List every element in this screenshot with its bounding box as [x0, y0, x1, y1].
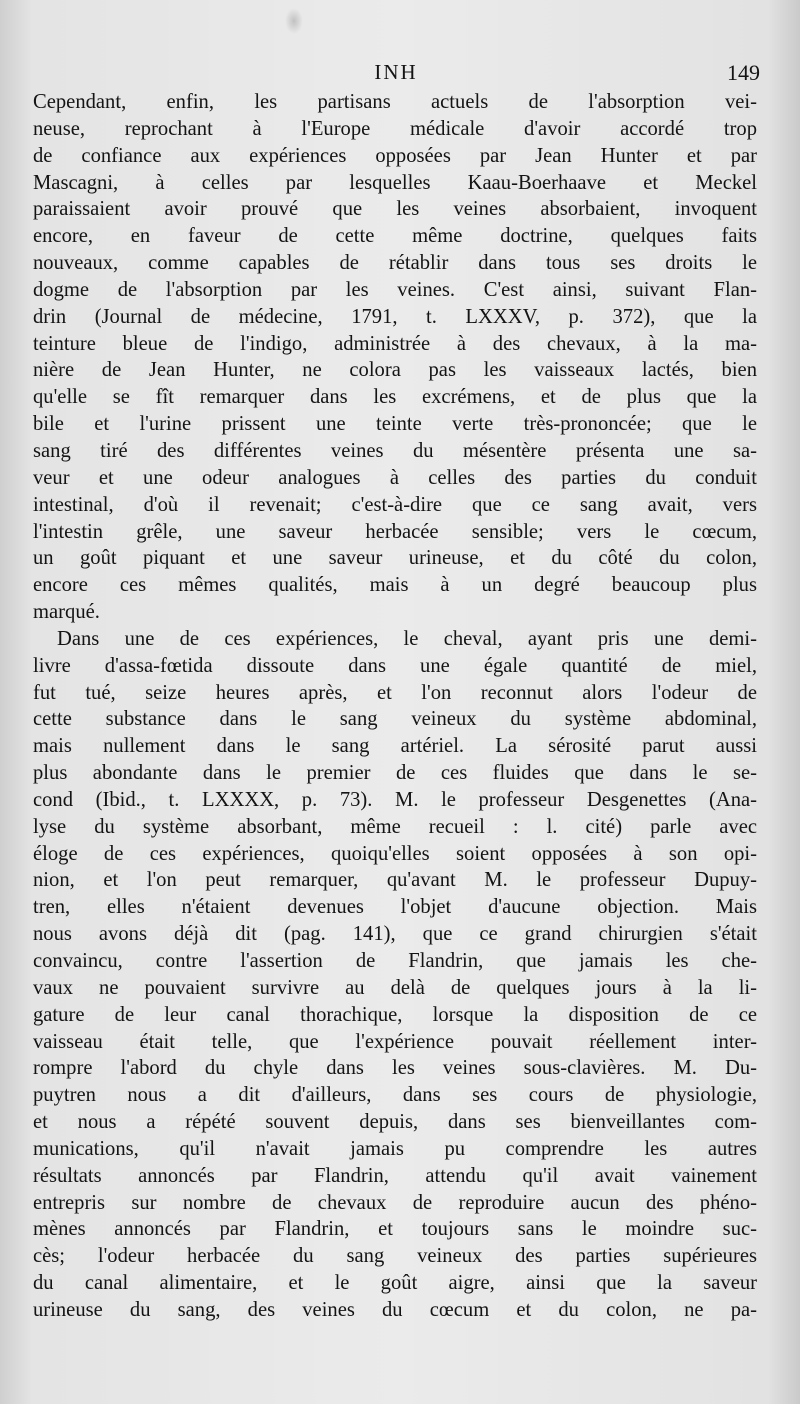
- text-line: bile et l'urine prissent une teinte verte très-prononcée; que le: [33, 413, 757, 436]
- text-line: qu'elle se fît remarquer dans les excrémens, et de plus que la: [33, 386, 757, 409]
- text-line: puytren nous a dit d'ailleurs, dans ses cours de physiologie,: [33, 1084, 757, 1107]
- text-line: encore, en faveur de cette même doctrine, quelques faits: [33, 225, 757, 248]
- text-line: rompre l'abord du chyle dans les veines sous-clavières. M. Du-: [33, 1057, 757, 1080]
- text-line: lyse du système absorbant, même recueil : l. cité) parle avec: [33, 815, 757, 838]
- text-line: veur et une odeur analogues à celles des parties du conduit: [33, 466, 757, 489]
- text-line: dogme de l'absorption par les veines. C'est ainsi, suivant Flan-: [33, 278, 757, 301]
- text-line: drin (Journal de médecine, 1791, t. LXXXV, p. 372), que la: [33, 305, 757, 328]
- text-line: livre d'assa-fœtida dissoute dans une égale quantité de miel,: [33, 654, 757, 677]
- text-line: mènes annoncés par Flandrin, et toujours sans le moindre suc-: [33, 1218, 757, 1241]
- running-head: INH: [374, 60, 418, 84]
- text-line: gature de leur canal thorachique, lorsque la disposition de ce: [33, 1003, 757, 1026]
- text-line: du canal alimentaire, et le goût aigre, ainsi que la saveur: [33, 1272, 757, 1295]
- text-line: nière de Jean Hunter, ne colora pas les vaisseaux lactés, bien: [33, 359, 757, 382]
- text-line: convaincu, contre l'assertion de Flandrin, que jamais les che-: [33, 950, 757, 972]
- text-line: nous avons déjà dit (pag. 141), que ce grand chirurgien s'était: [33, 923, 757, 946]
- text-line: sang tiré des différentes veines du mésentère présenta une sa-: [33, 439, 757, 462]
- text-line: plus abondante dans le premier de ces fluides que dans le se-: [33, 762, 757, 785]
- text-line: neuse, reprochant à l'Europe médicale d'avoir accordé trop: [33, 117, 757, 140]
- text-line: Mascagni, à celles par lesquelles Kaau-Boerhaave et Meckel: [33, 171, 757, 194]
- text-line: cond (Ibid., t. LXXXX, p. 73). M. le professeur Desgenettes (Ana-: [33, 788, 757, 811]
- ink-smudge: [285, 8, 303, 34]
- text-line: nouveaux, comme capables de rétablir dans tous ses droits le: [33, 252, 757, 275]
- text-line: éloge de ces expériences, quoiqu'elles soient opposées à son opi-: [33, 842, 757, 865]
- text-line: nion, et l'on peut remarquer, qu'avant M. le professeur Dupuy-: [33, 869, 757, 892]
- text-line: l'intestin grêle, une saveur herbacée sensible; vers le cœcum,: [33, 520, 757, 543]
- text-line: cette substance dans le sang veineux du système abdominal,: [33, 708, 757, 731]
- text-line: de confiance aux expériences opposées par Jean Hunter et par: [33, 144, 757, 167]
- text-line: résultats annoncés par Flandrin, attendu qu'il avait vainement: [33, 1164, 757, 1187]
- text-line: encore ces mêmes qualités, mais à un degré beaucoup plus: [33, 574, 757, 597]
- text-line: munications, qu'il n'avait jamais pu comprendre les autres: [33, 1137, 757, 1160]
- text-line: teinture bleue de l'indigo, administrée à des chevaux, à la ma-: [33, 332, 757, 355]
- text-line: marqué.: [33, 601, 100, 624]
- text-line: vaisseau était telle, que l'expérience pouvait réellement inter-: [33, 1030, 757, 1053]
- text-line: cès; l'odeur herbacée du sang veineux des parties supérieures: [33, 1245, 757, 1268]
- text-line: entrepris sur nombre de chevaux de reproduire aucun des phéno-: [33, 1191, 757, 1214]
- text-line: paraissaient avoir prouvé que les veines absorbaient, invoquent: [33, 198, 757, 221]
- page-number: 149: [727, 60, 760, 85]
- text-line: Cependant, enfin, les partisans actuels de l'absorption vei-: [33, 91, 757, 113]
- text-line: fut tué, seize heures après, et l'on reconnut alors l'odeur de: [33, 681, 757, 704]
- text-line: urineuse du sang, des veines du cœcum et du colon, ne pa-: [33, 1298, 757, 1321]
- text-line: un goût piquant et une saveur urineuse, et du côté du colon,: [33, 547, 757, 570]
- text-line: Dans une de ces expériences, le cheval, ayant pris une demi-: [57, 627, 757, 650]
- text-line: vaux ne pouvaient survivre au delà de quelques jours à la li-: [33, 976, 757, 999]
- text-line: mais nullement dans le sang artériel. La sérosité parut aussi: [33, 735, 757, 758]
- page-header: [32, 60, 760, 90]
- body-text: [33, 89, 757, 1324]
- text-line: tren, elles n'étaient devenues l'objet d'aucune objection. Mais: [33, 896, 757, 919]
- text-line: intestinal, d'où il revenait; c'est-à-dire que ce sang avait, vers: [33, 493, 757, 516]
- text-line: et nous a répété souvent depuis, dans ses bienveillantes com-: [33, 1111, 757, 1134]
